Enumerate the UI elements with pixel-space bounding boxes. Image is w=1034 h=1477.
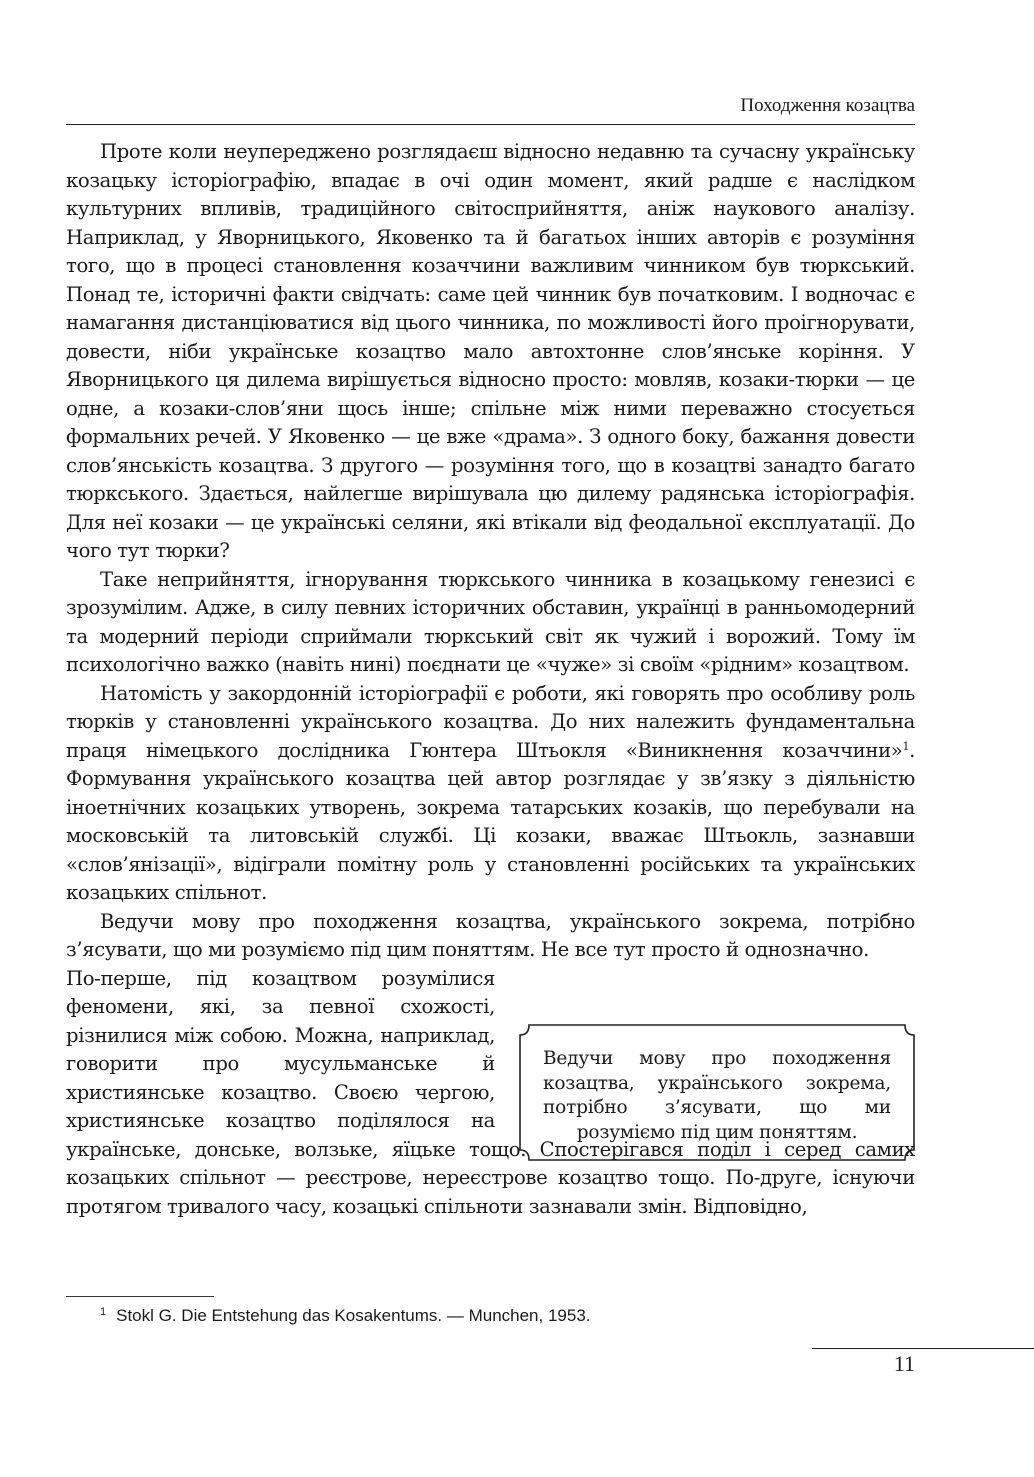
page-number: 11 [893, 1351, 915, 1376]
paragraph-2: Таке неприйняття, ігнорування тюркського чинника в козацькому генезисі є зрозумілим. Адже, в силу певних історичних обставин, українці в ранньомодерний та модерний періоди сприймали тюркський світ як чужий і ворожий. Тому їм психологічно важко (навіть нині) поєднати це «чуже» зі своїм «рідним» козацтвом. [66, 567, 915, 676]
footnote-rule [66, 1296, 214, 1297]
paragraph-3-text-b: . Формування українського козацтва цей автор розглядає у зв’язку з діяльністю іноетнічних козацьких утворень, зокрема татарських козаків, що перебували на московській та литовській службі. Ці козаки, вважає Штьокль, зазнавши «слов’янізації», відіграли помітну роль у становленні російських та українських козацьких спільнот. [66, 738, 915, 904]
footnote-reference[interactable]: 1 [902, 739, 910, 753]
pullquote-box [519, 1024, 915, 1161]
header-rule [66, 124, 915, 125]
paragraph-3-text-a: Натомість у закордонній історіографії є роботи, які говорять про особливу роль тюрків у становленні українського козацтва. До них належить фундаментальна праця німецького дослідника Гюнтера Штьокля «Виникнення козаччини» [66, 681, 915, 762]
paragraph-3 [66, 680, 915, 908]
running-title: Походження козацтва [740, 95, 915, 116]
footnote [100, 1299, 900, 1329]
footnote-text: Stokl G. Die Entstehung das Kosakentums. — Munchen, 1953. [116, 1306, 591, 1325]
footnote-marker: 1 [100, 1306, 107, 1318]
paragraph-4-continued: По-перше, під козацтвом розумілися феномени, які, за певної схожості, різнилися між собою. Можна, наприклад, говорити про мусульманське й християнське козацтво. Своєю чергою, християнське козацтво поділялося на українське, донське, волзьке, яїцьке тощо. Спостерігався поділ і серед самих козацьких спільнот — реєстрове, нереєстрове козацтво тощо. По-друге, існуючи протягом тривалого часу, козацькі спільноти зазнавали змін. Відповідно, [66, 966, 915, 1218]
pullquote-text: Ведучи мову про походження козацтва, українського зокрема, потрібно з’ясувати, що ми розуміємо під цим поняттям. [543, 1048, 891, 1143]
paragraph-4-intro: Ведучи мову про походження козацтва, українського зокрема, потрібно з’ясувати, що ми розуміємо під цим поняттям. Не все тут просто й однозначно. [66, 909, 915, 961]
paragraph-1: Проте коли неупереджено розглядаєш відносно недавню та сучасну українську козацьку історіографію, впадає в очі один момент, який радше є наслідком культурних впливів, традиційного світосприйняття, аніж наукового аналізу. Наприклад, у Яворницького, Яковенко та й багатьох інших авторів є розуміння того, що в процесі становлення козаччини важливим чинником був тюркський. Понад те, історичні факти свідчать: саме цей чинник був початковим. І водночас є намагання дистанціюватися від цього чинника, по можливості його проігнорувати, довести, ніби українське козацтво мало автохтонне слов’янське коріння. У Яворницького ця дилема вирішується відносно просто: мовляв, козаки-тюрки — це одне, а козаки-слов’яни щось інше; спільне між ними переважно стосується формальних речей. У Яковенко — це вже «драма». З одного боку, бажання довести слов’янськість козацтва. З другого — розуміння того, що в козацтві занадто багато тюркського. Здається, найлегше вирішувала цю дилему радянська історіографія. Для неї козаки — це українські селяни, які втікали від феодальної експлуатації. До чого тут тюрки? [66, 140, 915, 562]
